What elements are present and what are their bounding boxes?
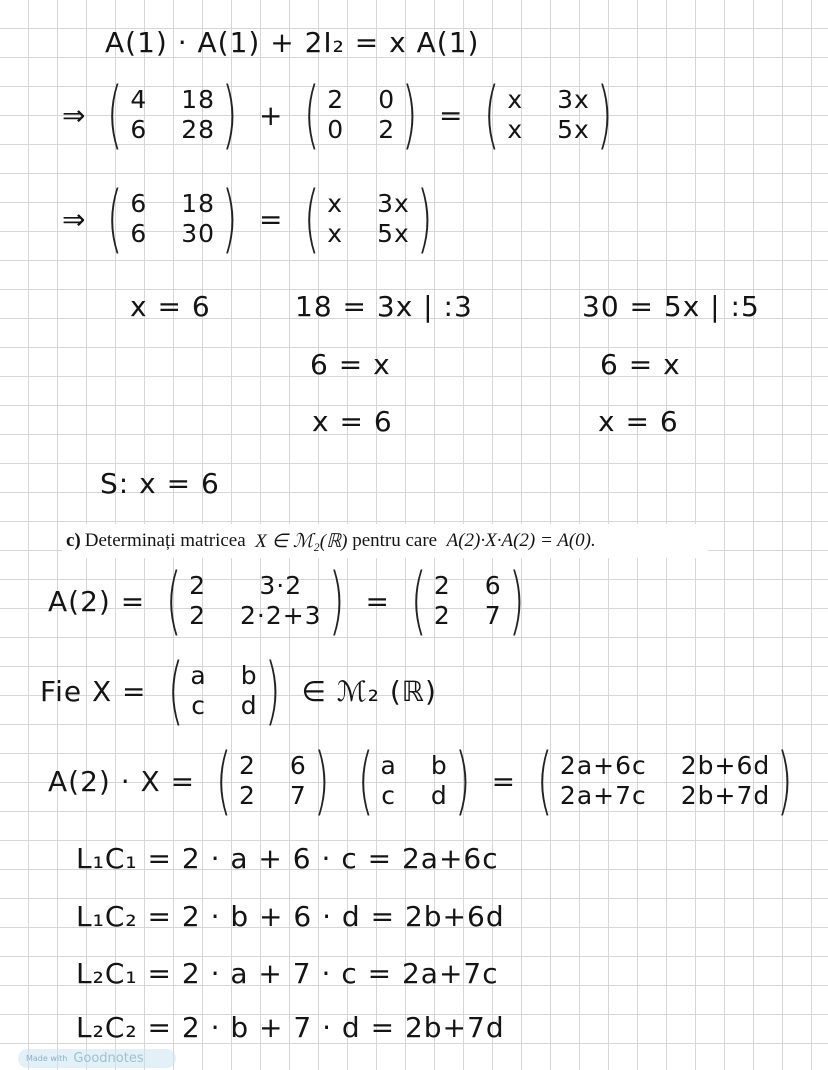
lhs: Fie X = — [40, 674, 147, 708]
matrix — [100, 176, 244, 262]
equals-sign: = — [438, 98, 464, 132]
solve-col-1: x = 6 — [130, 290, 211, 323]
matrix-cell: 2b+6d — [680, 750, 771, 780]
matrix-cells — [130, 86, 215, 146]
matrix — [404, 558, 532, 644]
matrix-cell: 5x — [377, 219, 410, 249]
equation-line-3 — [62, 176, 454, 262]
matrix-cell: 30 — [181, 219, 216, 249]
equation-line-1: A(1) · A(1) + 2I₂ = x A(1) — [105, 26, 480, 59]
problem-statement — [62, 524, 708, 558]
left-paren: ( — [304, 72, 321, 158]
matrix-cell: 6 — [484, 570, 502, 600]
matrix-cell: 28 — [181, 115, 216, 145]
matrix-cell: 2·2+3 — [239, 601, 322, 631]
equation-line-2 — [62, 72, 634, 158]
watermark-brand: Goodnotes — [73, 1051, 144, 1066]
matrix-cell: 2a+7c — [559, 781, 647, 811]
left-paren: ( — [536, 738, 554, 824]
right-paren: ) — [221, 176, 239, 262]
matrix-cells — [190, 662, 257, 722]
goodnotes-watermark — [18, 1049, 176, 1068]
left-paren: ( — [215, 738, 233, 824]
solve-col-2-step-3: x = 6 — [312, 405, 393, 438]
right-paren: ) — [401, 72, 419, 158]
matrix-cells — [327, 86, 395, 146]
equation-line-product — [48, 738, 814, 824]
matrix-cell: 0 — [378, 84, 396, 114]
matrix-cell: 7 — [289, 781, 307, 811]
lhs: A(2) · X = — [48, 764, 196, 798]
matrix — [159, 558, 351, 644]
matrix-cell: x — [507, 115, 524, 145]
equals-sign: = — [258, 202, 284, 236]
left-paren: ( — [484, 72, 501, 158]
matrix-cells — [239, 752, 307, 812]
matrix-cell: 3x — [377, 188, 410, 218]
solve-col-3-step-2: 6 = x — [600, 348, 681, 381]
matrix-cell: 2 — [433, 570, 451, 600]
lhs: A(2) = — [48, 584, 146, 618]
matrix-cell: c — [381, 781, 397, 811]
problem-text: Determinați matricea — [84, 530, 246, 551]
rhs: ∈ ℳ₂ (ℝ) — [301, 674, 437, 708]
problem-text-2: pentru care — [352, 530, 438, 551]
right-paren: ) — [313, 738, 330, 824]
left-paren: ( — [107, 72, 124, 158]
matrix-cells — [381, 752, 448, 812]
matrix-cell: 18 — [181, 188, 216, 218]
watermark-prefix: Made with — [26, 1054, 68, 1063]
matrix-cell: 6 — [130, 115, 148, 145]
solve-col-2-step-1: 18 = 3x | :3 — [295, 290, 473, 323]
solve-col-2-step-2: 6 = x — [310, 348, 391, 381]
matrix-cell: 6 — [130, 219, 148, 249]
matrix-cell: 2a+6c — [559, 750, 647, 780]
matrix-cell: a — [190, 660, 207, 690]
right-paren: ) — [454, 738, 471, 824]
matrix-cell: d — [240, 691, 258, 721]
matrix-cells — [507, 86, 590, 146]
matrix-cell: 4 — [130, 84, 148, 114]
equation-line-a2 — [48, 558, 546, 644]
matrix-cell: 2 — [327, 84, 345, 114]
matrix — [351, 738, 478, 824]
solve-col-3-step-1: 30 = 5x | :5 — [582, 290, 760, 323]
implies-symbol: ⇒ — [62, 98, 87, 132]
left-paren: ( — [357, 738, 374, 824]
equals-sign: = — [491, 764, 517, 798]
matrix-cells — [560, 752, 770, 812]
matrix-cell: c — [191, 691, 206, 721]
right-paren: ) — [416, 176, 433, 262]
matrix-cell: 6 — [130, 188, 148, 218]
right-paren: ) — [221, 72, 239, 158]
matrix-cell: b — [430, 750, 448, 780]
matrix-cell: 2 — [433, 601, 451, 631]
matrix-cell: a — [380, 750, 397, 780]
left-paren: ( — [304, 176, 321, 262]
matrix-cell: 2 — [378, 115, 396, 145]
matrix-cell: 0 — [327, 115, 345, 145]
implies-symbol: ⇒ — [62, 202, 87, 236]
product-l1c1: L₁C₁ = 2 · a + 6 · c = 2a+6c — [76, 842, 499, 875]
matrix-cell: x — [327, 188, 344, 218]
solve-col-3-step-3: x = 6 — [598, 405, 679, 438]
matrix-cell: b — [240, 660, 258, 690]
product-l2c1: L₂C₁ = 2 · a + 7 · c = 2a+7c — [76, 957, 499, 990]
matrix — [530, 738, 800, 824]
right-paren: ) — [264, 648, 281, 734]
matrix-cell: 2 — [238, 750, 256, 780]
right-paren: ) — [508, 558, 525, 644]
problem-math-2: A(2)·X·A(2) = A(0). — [446, 530, 596, 551]
left-paren: ( — [107, 176, 124, 262]
matrix-cell: 2 — [189, 570, 206, 600]
matrix-cells — [434, 572, 502, 632]
plus-sign: + — [258, 98, 284, 132]
matrix-cell: 3·2 — [259, 570, 303, 600]
matrix-cell: 5x — [557, 115, 590, 145]
problem-math-1: X ∈ ℳ₂(ℝ) — [255, 530, 348, 552]
matrix-cells — [327, 190, 410, 250]
matrix-cell: d — [430, 781, 448, 811]
matrix — [477, 72, 619, 158]
matrix-cell: 18 — [181, 84, 216, 114]
matrix — [297, 176, 439, 262]
matrix-cell: 6 — [289, 750, 307, 780]
matrix-cell: 3x — [557, 84, 590, 114]
right-paren: ) — [776, 738, 794, 824]
right-paren: ) — [596, 72, 613, 158]
matrix-cell: 2 — [238, 781, 256, 811]
matrix — [297, 72, 425, 158]
matrix — [100, 72, 244, 158]
left-paren: ( — [410, 558, 428, 644]
product-l1c2: L₁C₂ = 2 · b + 6 · d = 2b+6d — [76, 900, 505, 933]
matrix-cell: 7 — [484, 601, 502, 631]
equals-sign: = — [365, 584, 390, 618]
matrix — [161, 648, 288, 734]
matrix-cells — [130, 190, 215, 250]
matrix-cell: 2b+7d — [680, 781, 771, 811]
matrix-cells — [189, 572, 322, 632]
equation-line-fie — [40, 648, 451, 734]
left-paren: ( — [167, 648, 184, 734]
right-paren: ) — [328, 558, 345, 644]
matrix-cell: x — [507, 84, 524, 114]
problem-label: c) — [66, 530, 81, 551]
solution: S: x = 6 — [100, 467, 220, 500]
product-l2c2: L₂C₂ = 2 · b + 7 · d = 2b+7d — [76, 1011, 505, 1044]
matrix-cell: 2 — [189, 601, 206, 631]
left-paren: ( — [165, 558, 183, 644]
matrix — [209, 738, 337, 824]
matrix-cell: x — [327, 219, 344, 249]
